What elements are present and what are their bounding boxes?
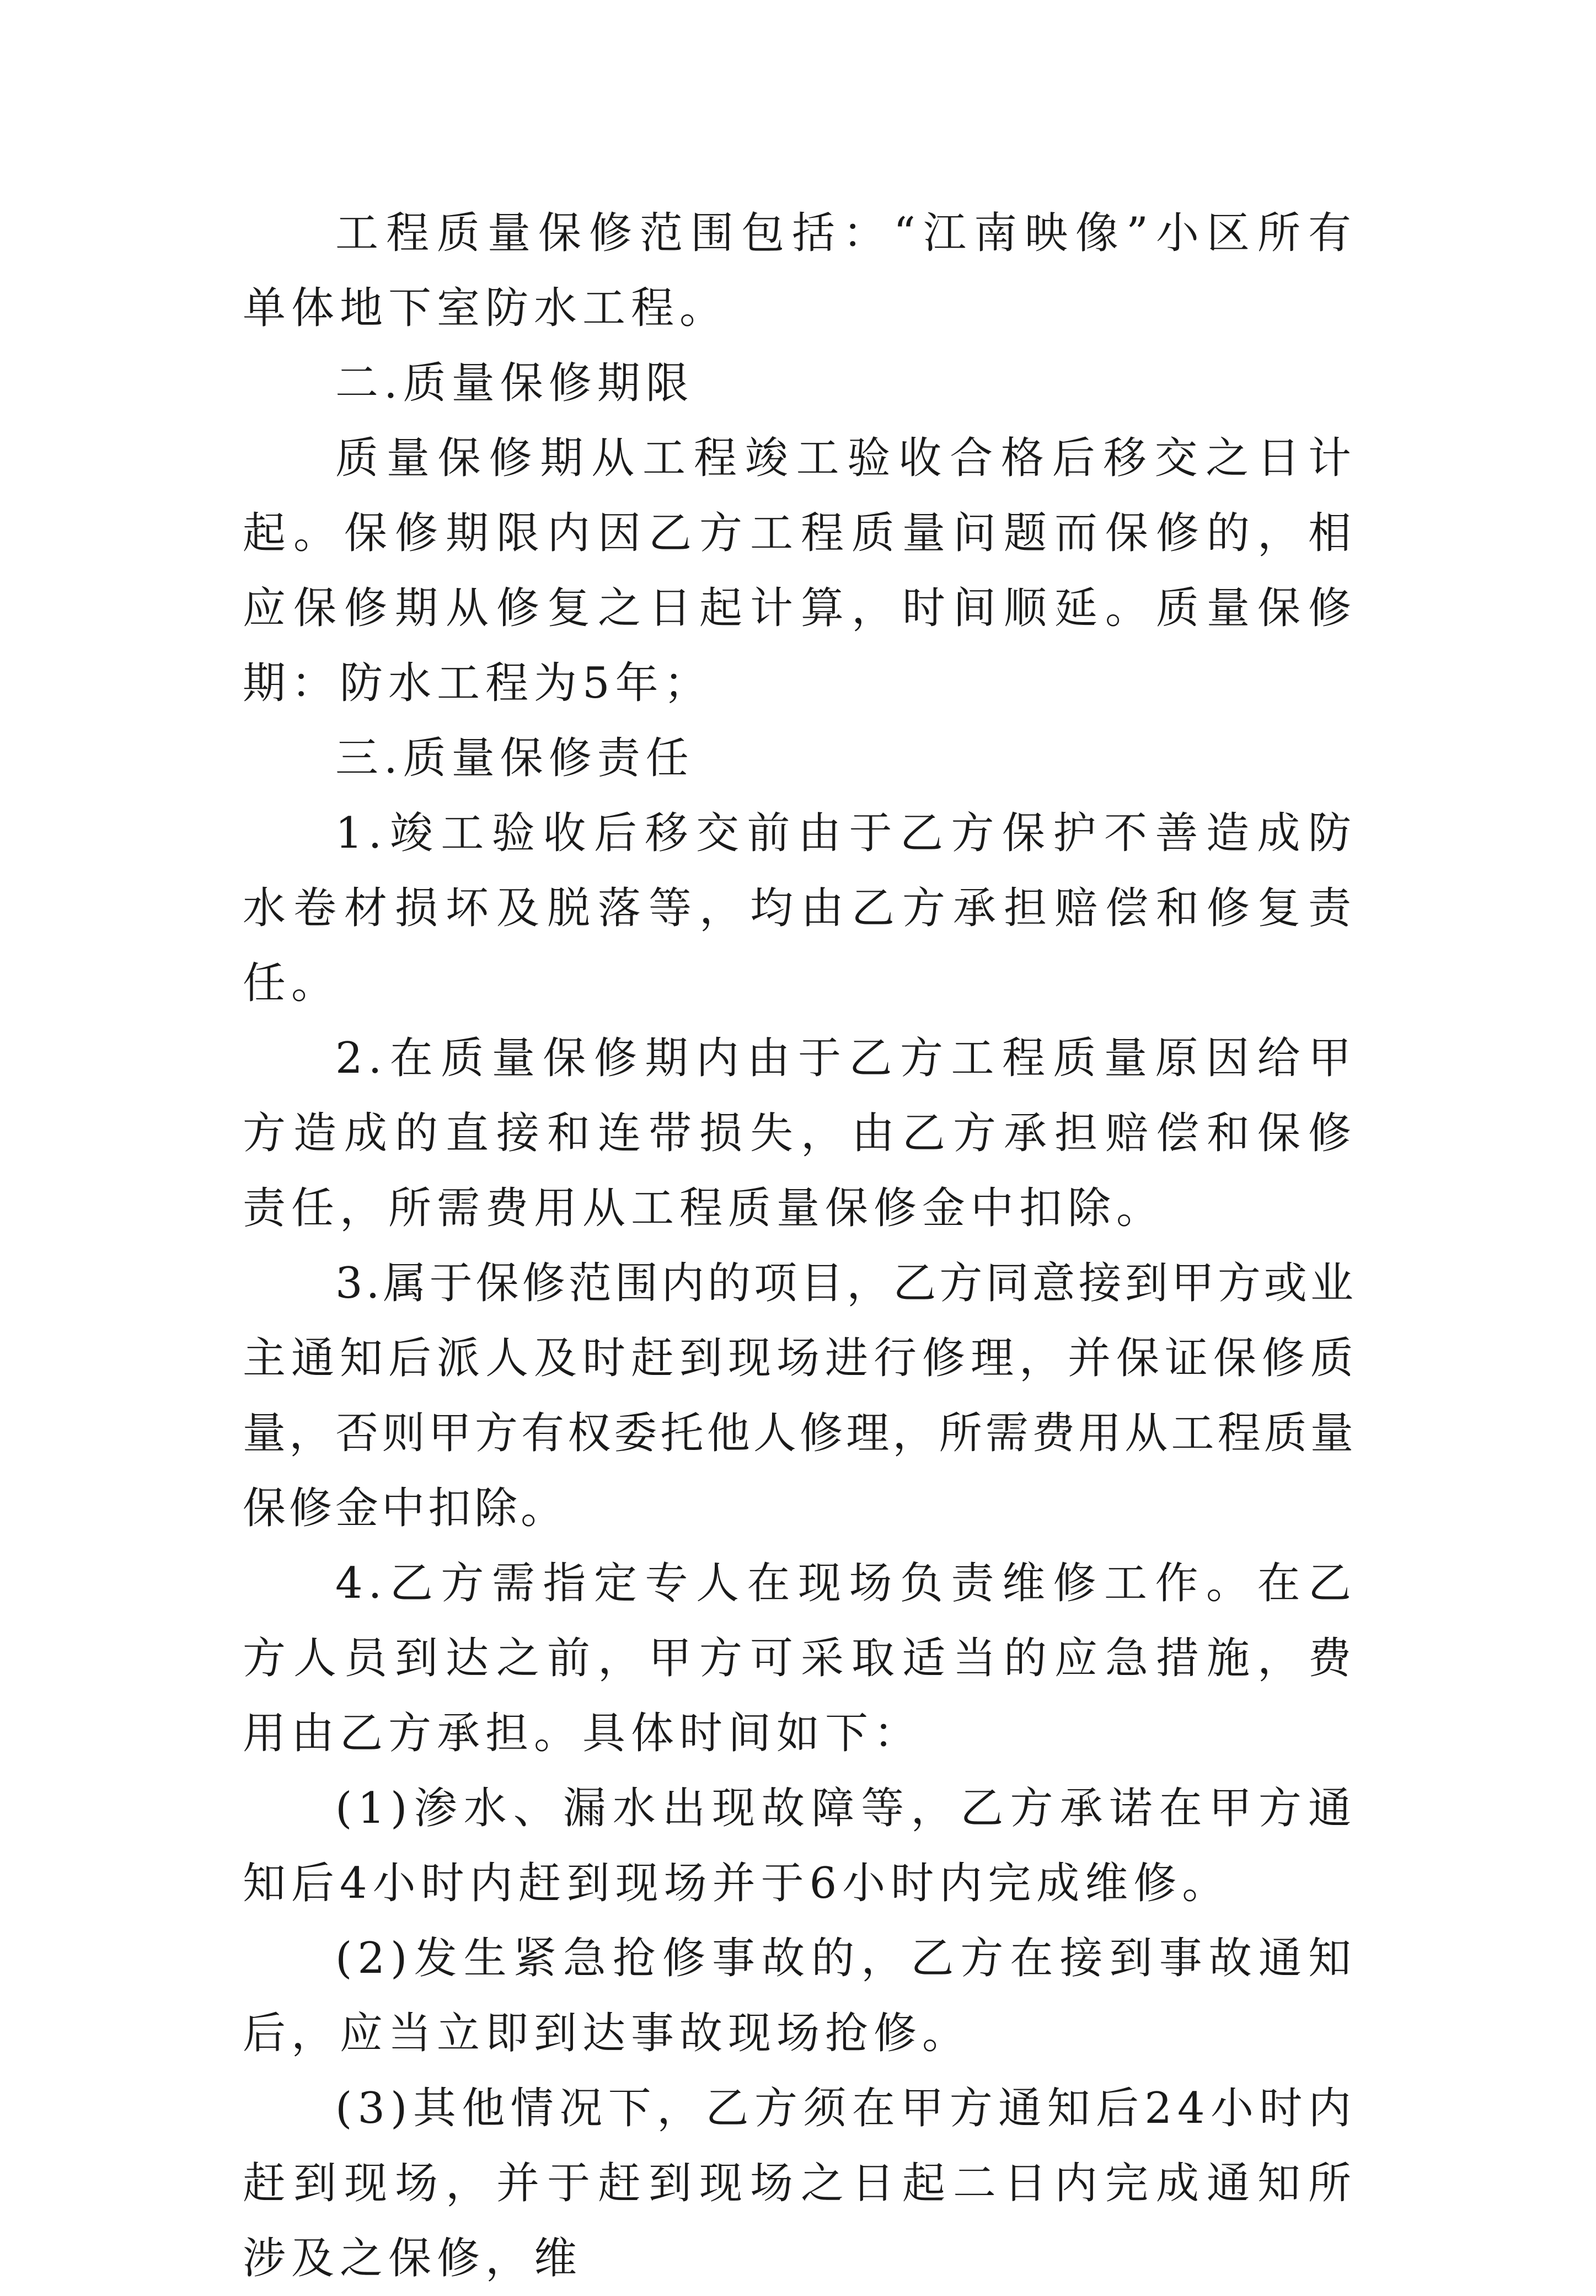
document-body <box>243 196 1357 2296</box>
paragraph-item-4: 4.乙方需指定专人在现场负责维修工作。在乙方人员到达之前，甲方可采取适当的应急措施，费用由乙方承担。具体时间如下： <box>243 1559 1357 1758</box>
paragraph-item-2: 2.在质量保修期内由于乙方工程质量原因给甲方造成的直接和连带损失，由乙方承担赔偿和保修责任，所需费用从工程质量保修金中扣除。 <box>243 1034 1357 1233</box>
heading-warranty-period: 二.质量保修期限 <box>335 358 694 408</box>
paragraph-subitem-2: (2)发生紧急抢修事故的，乙方在接到事故通知后，应当立即到达事故现场抢修。 <box>243 1934 1357 2058</box>
paragraph-subitem-1: (1)渗水、漏水出现故障等，乙方承诺在甲方通知后4小时内赶到现场并于6小时内完成维修。 <box>243 1784 1357 1908</box>
paragraph-subitem-3: (3)其他情况下，乙方须在甲方通知后24小时内赶到现场，并于赶到现场之日起二日内完成通知所涉及之保修，维 <box>243 2084 1357 2283</box>
paragraph-warranty-period: 质量保修期从工程竣工验收合格后移交之日计起。保修期限内因乙方工程质量问题而保修的，相应保修期从修复之日起计算，时间顺延。质量保修期：防水工程为5年； <box>243 433 1357 708</box>
heading-warranty-responsibility: 三.质量保修责任 <box>335 734 694 783</box>
paragraph-warranty-scope: 工程质量保修范围包括：“江南映像”小区所有单体地下室防水工程。 <box>243 208 1357 333</box>
paragraph-item-1: 1.竣工验收后移交前由于乙方保护不善造成防水卷材损坏及脱落等，均由乙方承担赔偿和修复责任。 <box>243 809 1357 1008</box>
paragraph-item-3: 3.属于保修范围内的项目，乙方同意接到甲方或业主通知后派人及时赶到现场进行修理，并保证保修质量，否则甲方有权委托他人修理，所需费用从工程质量保修金中扣除。 <box>243 1259 1357 1533</box>
